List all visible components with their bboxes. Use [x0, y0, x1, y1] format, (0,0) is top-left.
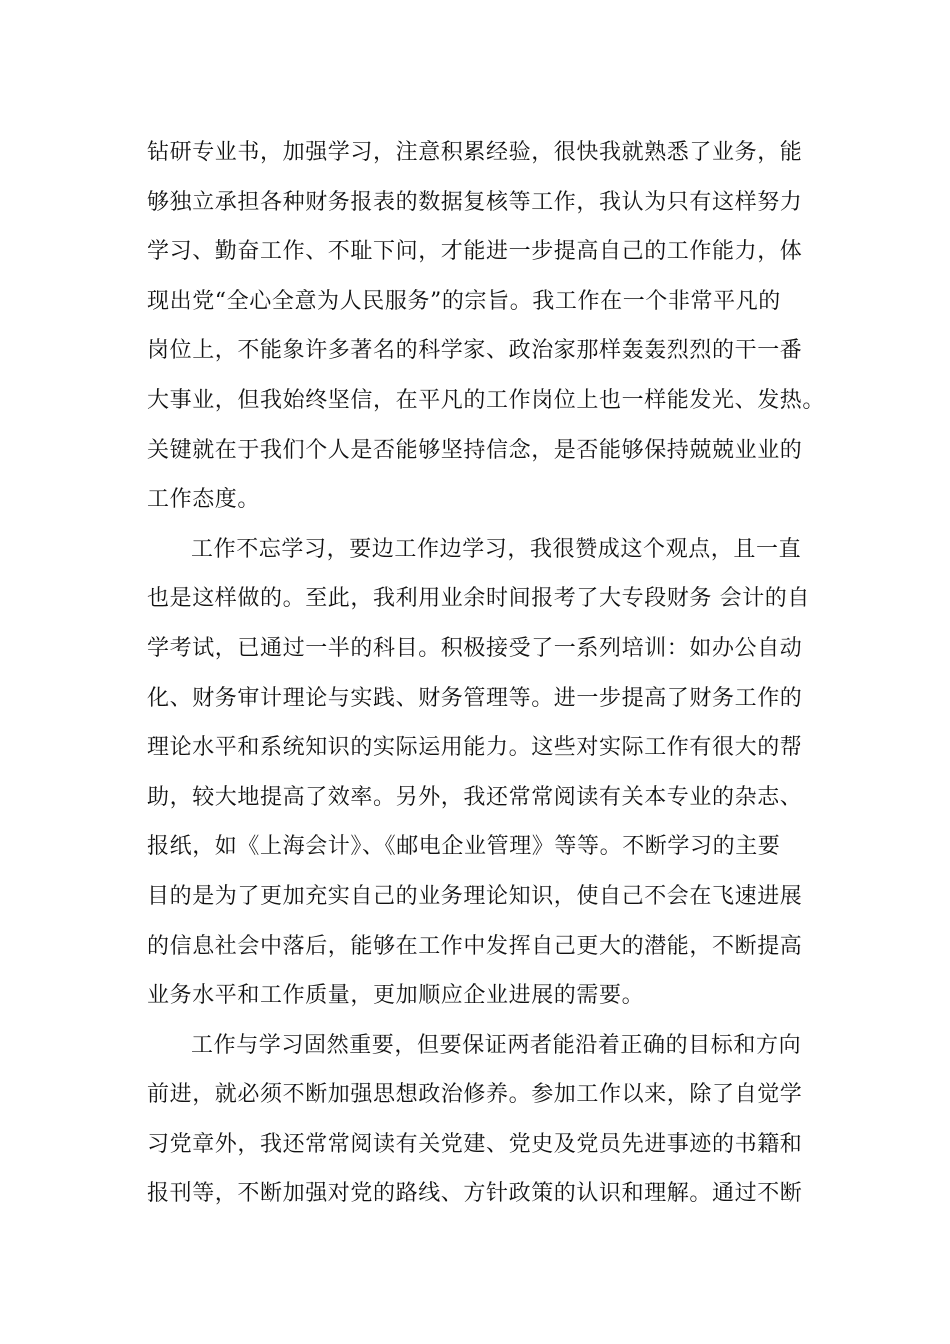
body-text: [147, 128, 827, 1219]
paragraph-first-line: 工作不忘学习，要边工作边学习，我很赞成这个观点，且一直: [191, 536, 802, 562]
text-line: 前进，就必须不断加强思想政治修养。参加工作以来，除了自觉学: [147, 1082, 803, 1108]
text-line: 习党章外，我还常常阅读有关党建、党史及党员先进事迹的书籍和: [147, 1131, 803, 1157]
paragraph-first-line: 工作与学习固然重要，但要保证两者能沿着正确的目标和方向: [191, 1032, 802, 1058]
text-line: 理论水平和系统知识的实际运用能力。这些对实际工作有很大的帮: [147, 735, 803, 761]
text-line: 大事业，但我始终坚信，在平凡的工作岗位上也一样能发光、发热。: [147, 387, 826, 413]
text-line: 的信息社会中落后，能够在工作中发挥自己更大的潜能，不断提高: [147, 933, 803, 959]
text-line: 报纸，如《上海会计》、《邮电企业管理》等等。不断学习的主要: [147, 834, 781, 860]
text-line: 够独立承担各种财务报表的数据复核等工作，我认为只有这样努力: [147, 189, 803, 215]
text-line: 化、财务审计理论与实践、财务管理等。进一步提高了财务工作的: [147, 685, 803, 711]
text-line: 助，较大地提高了效率。另外，我还常常阅读有关本专业的杂志、: [147, 784, 803, 810]
text-line: 目的是为了更加充实自己的业务理论知识，使自己不会在飞速进展: [147, 883, 803, 909]
text-line: 现出党“全心全意为人民服务”的宗旨。我工作在一个非常平凡的: [147, 288, 781, 314]
text-line: 报刊等，不断加强对党的路线、方针政策的认识和理解。通过不断: [147, 1181, 803, 1207]
text-line: 关键就在于我们个人是否能够坚持信念，是否能够保持兢兢业业的: [147, 437, 803, 463]
text-line: 学习、勤奋工作、不耻下问，才能进一步提高自己的工作能力，体: [147, 239, 803, 265]
text-line: 业务水平和工作质量，更加顺应企业进展的需要。: [147, 983, 645, 1009]
text-line: 钻研专业书，加强学习，注意积累经验，很快我就熟悉了业务，能: [147, 140, 803, 165]
text-line: 岗位上，不能象许多著名的科学家、政治家那样轰轰烈烈的干一番: [147, 338, 803, 364]
text-line: 工作态度。: [147, 487, 261, 513]
text-line: 也是这样做的。至此，我利用业余时间报考了大专段财务 会计的自: [147, 586, 810, 612]
text-line: 学考试，已通过一半的科目。积极接受了一系列培训：如办公自动: [147, 635, 803, 661]
